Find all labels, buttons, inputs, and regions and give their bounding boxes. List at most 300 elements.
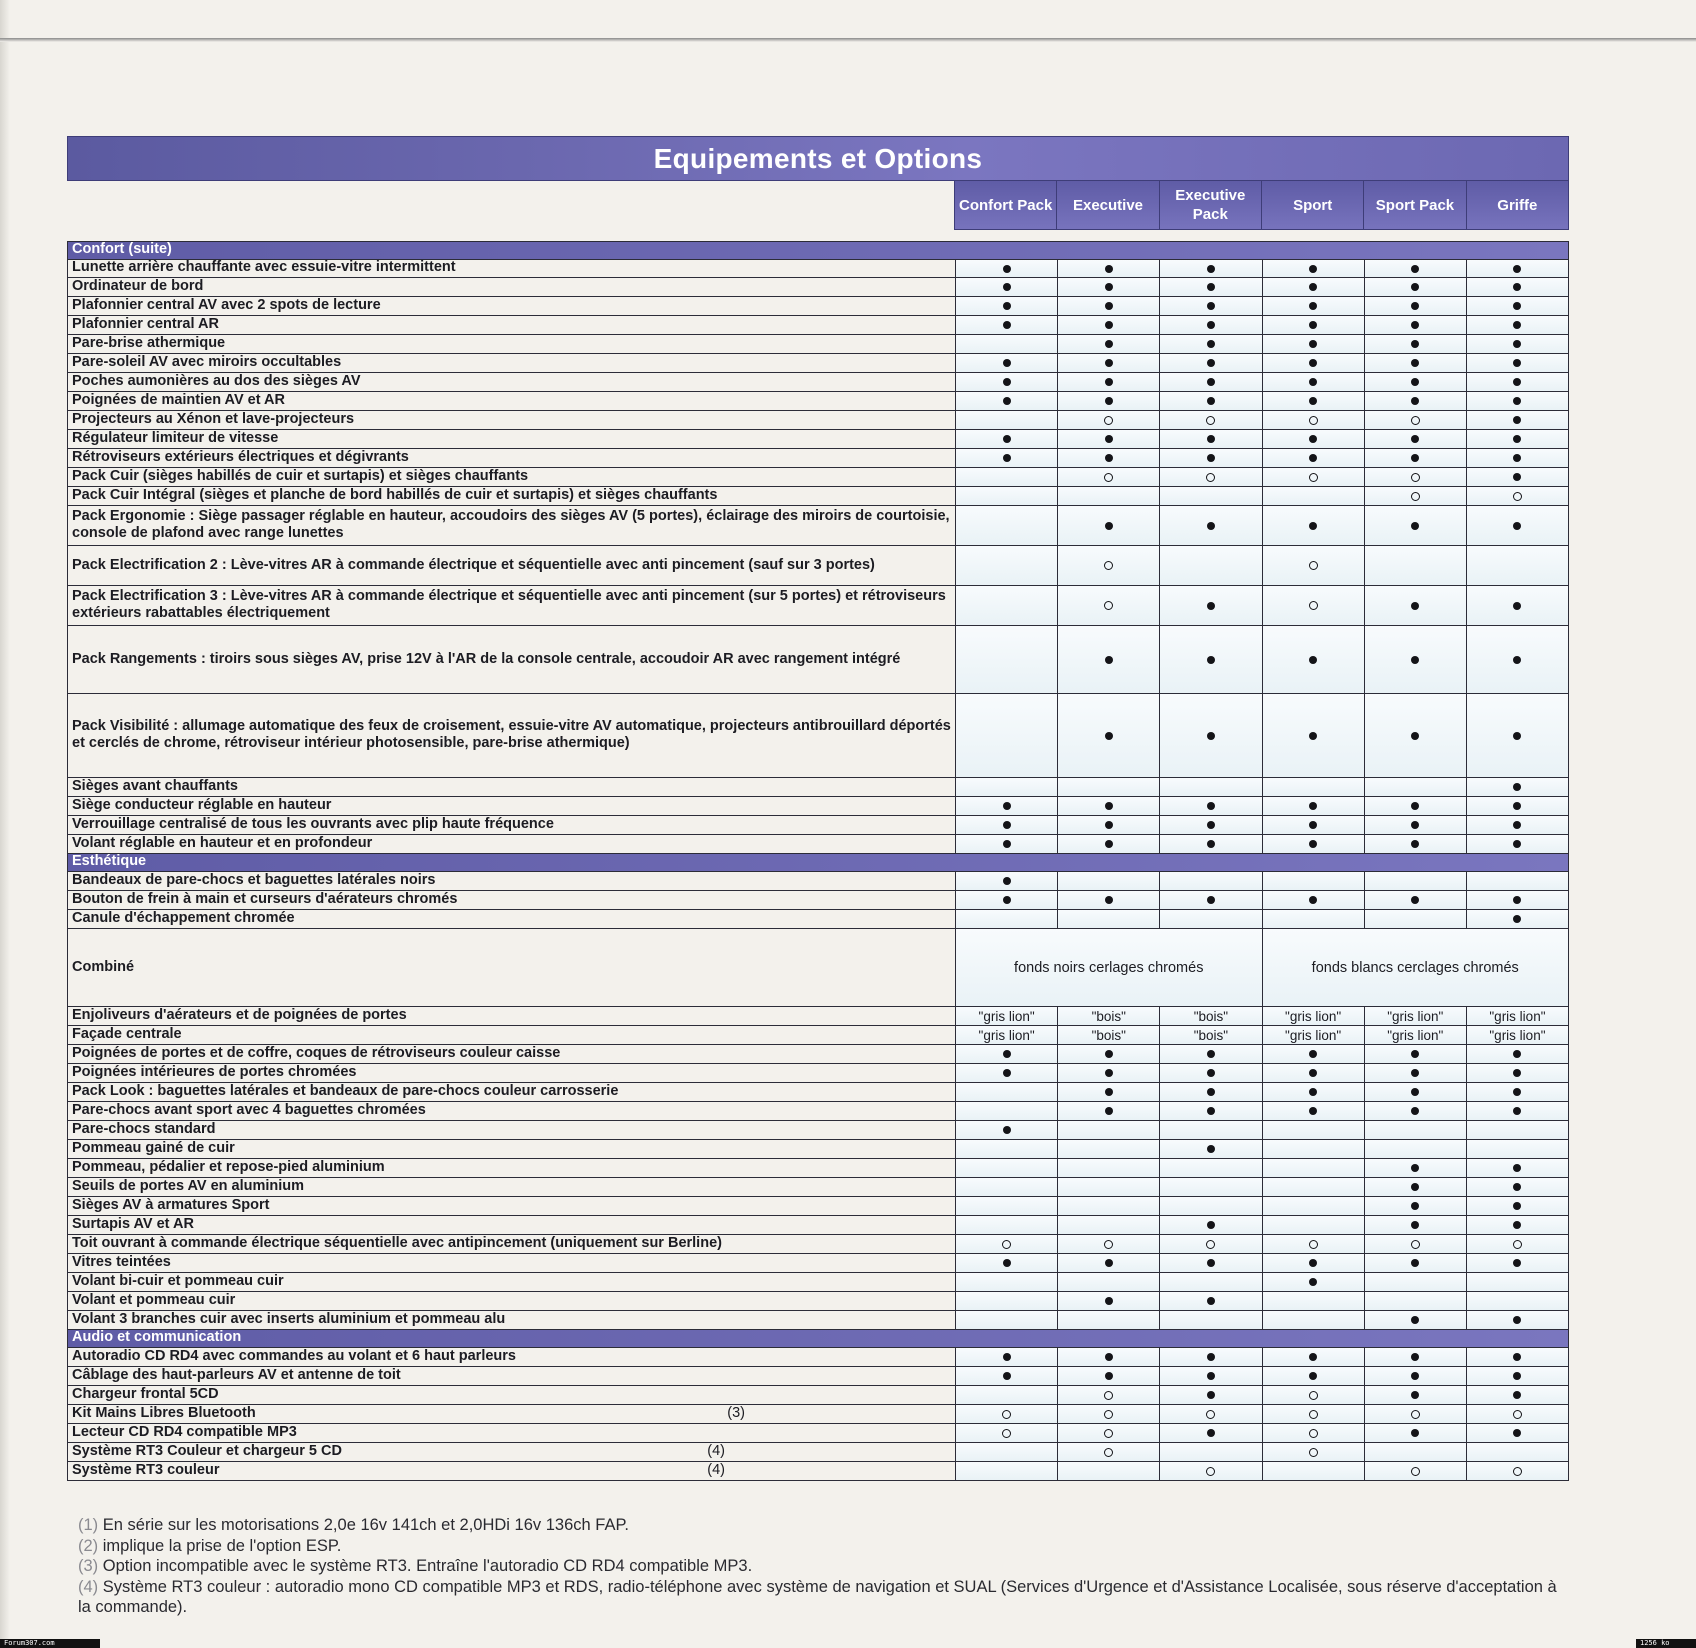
mark-cell [1262,1140,1364,1158]
column-header: Confort Pack [955,181,1057,229]
row-label [68,778,955,796]
table-row [68,928,1568,1006]
table-row [68,1347,1568,1366]
footnote-text: Option incompatible avec le système RT3. Entraîne l'autoradio CD RD4 compatible MP3. [98,1557,753,1575]
table-row [68,1253,1568,1272]
page-edge [0,0,10,1648]
mark-cell [1159,354,1261,372]
mark-cell [1159,1083,1261,1101]
table-row [68,486,1568,505]
mark-cell [1262,1102,1364,1120]
table-row [68,1158,1568,1177]
option-circle-icon [1104,416,1113,425]
row-label-text: Pack Electrification 2 : Lève-vitres AR à commande électrique et séquentielle avec anti pincement (sauf sur 3 portes) [72,556,875,573]
mark-cell [1364,430,1466,448]
standard-dot-icon [1309,656,1317,664]
mark-cell [1364,1064,1466,1082]
mark-cell [1364,835,1466,853]
standard-dot-icon [1207,840,1215,848]
standard-dot-icon [1207,1372,1215,1380]
standard-dot-icon [1309,283,1317,291]
option-circle-icon [1411,1240,1420,1249]
mark-cell [1466,586,1568,625]
mark-cell [1159,1216,1261,1234]
table-row [68,1196,1568,1215]
mark-cell [1466,1292,1568,1310]
mark-cell [1466,910,1568,928]
mark-cell [1057,546,1159,585]
text-cell: "bois" [1057,1026,1159,1044]
mark-cell [1466,1045,1568,1063]
standard-dot-icon [1513,1316,1521,1324]
mark-cell [955,1083,1057,1101]
mark-cell [955,1386,1057,1404]
table-row [68,1310,1568,1329]
mark-cell [1466,411,1568,429]
mark-cell [1057,1235,1159,1253]
standard-dot-icon [1513,397,1521,405]
standard-dot-icon [1207,283,1215,291]
mark-cell [1466,506,1568,545]
table-row [68,296,1568,315]
mark-cell [1159,1140,1261,1158]
mark-cell [1057,872,1159,890]
option-circle-icon [1104,601,1113,610]
mark-cell [1466,468,1568,486]
standard-dot-icon [1411,1183,1419,1191]
table-row [68,871,1568,890]
mark-cell [1159,1348,1261,1366]
option-circle-icon [1206,473,1215,482]
row-label-text: Canule d'échappement chromée [72,910,295,926]
mark-cell [1262,1367,1364,1385]
mark-cell [1159,1424,1261,1442]
row-label [68,354,955,372]
mark-cell [1159,626,1261,693]
option-circle-icon [1309,473,1318,482]
mark-cell [1159,835,1261,853]
mark-cell [1159,506,1261,545]
mark-cell [1466,354,1568,372]
row-label [68,1026,955,1044]
table-row [68,796,1568,815]
row-label [68,1424,955,1442]
mark-cell [1057,1424,1159,1442]
mark-cell [1466,1216,1568,1234]
standard-dot-icon [1207,397,1215,405]
mark-cell [1262,297,1364,315]
row-label [68,835,955,853]
option-circle-icon [1309,1410,1318,1419]
table-row [68,834,1568,853]
mark-cell [1057,1064,1159,1082]
mark-cell [1364,335,1466,353]
mark-cell [1466,392,1568,410]
standard-dot-icon [1411,1391,1419,1399]
column-header: Griffe [1467,181,1568,229]
mark-cell [1159,316,1261,334]
standard-dot-icon [1513,821,1521,829]
standard-dot-icon [1411,378,1419,386]
standard-dot-icon [1207,1259,1215,1267]
table-row [68,1234,1568,1253]
row-label-text: Lunette arrière chauffante avec essuie-vitre intermittent [72,259,456,275]
mark-cell [1262,1311,1364,1329]
standard-dot-icon [1207,1145,1215,1153]
mark-cell [1262,354,1364,372]
mark-cell [1466,694,1568,777]
mark-cell [1057,1140,1159,1158]
mark-cell [1057,506,1159,545]
standard-dot-icon [1309,265,1317,273]
option-circle-icon [1104,561,1113,570]
standard-dot-icon [1513,656,1521,664]
standard-dot-icon [1411,1221,1419,1229]
mark-cell [1364,1102,1466,1120]
mark-cell [1364,694,1466,777]
row-label-text: Verrouillage centralisé de tous les ouvrants avec plip haute fréquence [72,816,554,832]
mark-cell [1057,449,1159,467]
mark-cell [1262,1045,1364,1063]
mark-cell [1262,1235,1364,1253]
option-circle-icon [1411,416,1420,425]
standard-dot-icon [1513,473,1521,481]
standard-dot-icon [1105,340,1113,348]
mark-cell [1057,626,1159,693]
mark-cell [1057,797,1159,815]
option-circle-icon [1309,601,1318,610]
mark-cell [1466,449,1568,467]
row-label [68,872,955,890]
standard-dot-icon [1309,732,1317,740]
standard-dot-icon [1003,802,1011,810]
standard-dot-icon [1207,802,1215,810]
standard-dot-icon [1309,1088,1317,1096]
standard-dot-icon [1003,1353,1011,1361]
mark-cell [1057,316,1159,334]
standard-dot-icon [1513,340,1521,348]
row-label [68,1121,955,1139]
table-row [68,1385,1568,1404]
row-label-text: Régulateur limiteur de vitesse [72,430,279,446]
standard-dot-icon [1411,656,1419,664]
mark-cell [1466,1121,1568,1139]
mark-cell [1057,297,1159,315]
mark-cell [1262,694,1364,777]
standard-dot-icon [1309,1278,1317,1286]
standard-dot-icon [1513,1221,1521,1229]
standard-dot-icon [1513,378,1521,386]
row-label [68,910,955,928]
mark-cell [1466,260,1568,277]
standard-dot-icon [1411,1316,1419,1324]
row-label [68,316,955,334]
row-label-text: Façade centrale [72,1026,182,1042]
table-row [68,1423,1568,1442]
row-label-text: Seuils de portes AV en aluminium [72,1178,305,1194]
mark-cell [1466,1235,1568,1253]
mark-cell [1262,1424,1364,1442]
mark-cell [1159,1462,1261,1480]
standard-dot-icon [1513,416,1521,424]
table-row [68,353,1568,372]
mark-cell [1262,626,1364,693]
standard-dot-icon [1309,1050,1317,1058]
mark-cell [1057,835,1159,853]
standard-dot-icon [1309,840,1317,848]
row-label [68,1083,955,1101]
mark-cell [1466,1064,1568,1082]
mark-cell [1364,1292,1466,1310]
column-header: Executive Pack [1160,181,1262,229]
standard-dot-icon [1309,522,1317,530]
row-label-text: Pare-brise athermique [72,335,226,351]
table-row [68,1044,1568,1063]
section-row [68,1329,1568,1347]
mark-cell [955,1045,1057,1063]
mark-cell [1466,1254,1568,1272]
row-label [68,626,955,693]
standard-dot-icon [1105,1353,1113,1361]
section-row [68,853,1568,871]
mark-cell [1364,392,1466,410]
row-label-text: Pare-chocs standard [72,1121,216,1137]
mark-cell [1262,872,1364,890]
mark-cell [1364,1045,1466,1063]
standard-dot-icon [1105,321,1113,329]
mark-cell [955,1064,1057,1082]
row-label [68,411,955,429]
mark-cell [955,260,1057,277]
mark-cell [1466,278,1568,296]
row-label-text: Lecteur CD RD4 compatible MP3 [72,1424,297,1440]
mark-cell [1057,1121,1159,1139]
table-row [68,1272,1568,1291]
row-label-text: Vitres teintées [72,1254,171,1270]
standard-dot-icon [1513,783,1521,791]
standard-dot-icon [1003,840,1011,848]
mark-cell [955,1348,1057,1366]
row-label [68,546,955,585]
row-label-text: Bouton de frein à main et curseurs d'aérateurs chromés [72,891,458,907]
mark-cell [1466,797,1568,815]
standard-dot-icon [1411,397,1419,405]
mark-cell [1364,1216,1466,1234]
mark-cell [1262,1178,1364,1196]
mark-cell [1262,778,1364,796]
row-label-text: Volant 3 branches cuir avec inserts aluminium et pommeau alu [72,1311,506,1327]
mark-cell [1057,392,1159,410]
mark-cell [1364,260,1466,277]
table-row [68,693,1568,777]
mark-cell [1364,1197,1466,1215]
mark-cell [955,872,1057,890]
standard-dot-icon [1003,397,1011,405]
mark-cell [1159,797,1261,815]
standard-dot-icon [1105,1107,1113,1115]
standard-dot-icon [1411,840,1419,848]
mark-cell [1057,430,1159,448]
row-label [68,694,955,777]
mark-cell [955,430,1057,448]
footnote-number: (3) [78,1557,99,1575]
row-label-text: Poignées de portes et de coffre, coques de rétroviseurs couleur caisse [72,1045,561,1061]
mark-cell [1057,778,1159,796]
row-label [68,891,955,909]
mark-cell [1466,626,1568,693]
mark-cell [1466,430,1568,448]
mark-cell [1364,487,1466,505]
standard-dot-icon [1411,522,1419,530]
mark-cell [1159,872,1261,890]
option-circle-icon [1309,561,1318,570]
mark-cell [1364,910,1466,928]
mark-cell [955,1462,1057,1480]
mark-cell [1364,1159,1466,1177]
mark-cell [1159,816,1261,834]
table-row [68,315,1568,334]
footnote-line [78,1556,1558,1577]
mark-cell [1159,1235,1261,1253]
row-label-text: Poches aumonières au dos des sièges AV [72,373,361,389]
mark-cell [1466,1424,1568,1442]
standard-dot-icon [1411,1372,1419,1380]
standard-dot-icon [1105,454,1113,462]
mark-cell [1466,487,1568,505]
mark-cell [1466,835,1568,853]
row-label [68,260,955,277]
mark-cell [1364,411,1466,429]
mark-cell [1364,816,1466,834]
standard-dot-icon [1105,1259,1113,1267]
standard-dot-icon [1513,1372,1521,1380]
standard-dot-icon [1513,732,1521,740]
mark-cell [1364,297,1466,315]
row-label-text: Poignées intérieures de portes chromées [72,1064,357,1080]
mark-cell [955,1367,1057,1385]
row-label [68,1064,955,1082]
standard-dot-icon [1309,1353,1317,1361]
standard-dot-icon [1513,802,1521,810]
standard-dot-icon [1513,840,1521,848]
mark-cell [1262,1405,1364,1423]
mark-cell [1159,260,1261,277]
row-label-text: Autoradio CD RD4 avec commandes au volant et 6 haut parleurs [72,1348,516,1364]
standard-dot-icon [1309,321,1317,329]
mark-cell [1057,468,1159,486]
mark-cell [1466,1102,1568,1120]
standard-dot-icon [1513,1050,1521,1058]
standard-dot-icon [1309,896,1317,904]
standard-dot-icon [1207,602,1215,610]
row-label-text: Plafonnier central AV avec 2 spots de lecture [72,297,381,313]
mark-cell [955,1292,1057,1310]
mark-cell [955,468,1057,486]
text-cell: "gris lion" [1262,1007,1364,1025]
row-label [68,1045,955,1063]
mark-cell [1364,626,1466,693]
row-label [68,1273,955,1291]
standard-dot-icon [1105,840,1113,848]
row-label [68,1197,955,1215]
standard-dot-icon [1513,1164,1521,1172]
row-label [68,468,955,486]
text-cell: "gris lion" [1364,1007,1466,1025]
standard-dot-icon [1105,732,1113,740]
mark-cell [1262,316,1364,334]
table-row [68,410,1568,429]
standard-dot-icon [1207,340,1215,348]
standard-dot-icon [1105,1069,1113,1077]
standard-dot-icon [1105,896,1113,904]
mark-cell [955,487,1057,505]
mark-cell [1364,797,1466,815]
mark-cell [1466,1083,1568,1101]
option-circle-icon [1104,1240,1113,1249]
standard-dot-icon [1309,378,1317,386]
mark-cell [1057,1254,1159,1272]
mark-cell [1159,1178,1261,1196]
standard-dot-icon [1207,1353,1215,1361]
mark-cell [955,586,1057,625]
mark-cell [1466,1311,1568,1329]
standard-dot-icon [1207,265,1215,273]
mark-cell [1364,1273,1466,1291]
standard-dot-icon [1309,340,1317,348]
standard-dot-icon [1207,1297,1215,1305]
standard-dot-icon [1513,1107,1521,1115]
standard-dot-icon [1411,1069,1419,1077]
mark-cell [1057,1386,1159,1404]
mark-cell [955,373,1057,391]
mark-cell [1262,891,1364,909]
table-row [68,1025,1568,1044]
standard-dot-icon [1105,802,1113,810]
standard-dot-icon [1513,359,1521,367]
mark-cell [955,1254,1057,1272]
mark-cell [1262,1121,1364,1139]
standard-dot-icon [1003,896,1011,904]
standard-dot-icon [1003,359,1011,367]
title-bar [67,136,1569,181]
text-cell: "gris lion" [1364,1026,1466,1044]
standard-dot-icon [1105,821,1113,829]
mark-cell [1057,373,1159,391]
row-label [68,1462,955,1480]
mark-cell [1159,468,1261,486]
standard-dot-icon [1411,896,1419,904]
option-circle-icon [1002,1240,1011,1249]
standard-dot-icon [1309,1069,1317,1077]
column-header: Sport Pack [1364,181,1466,229]
row-label [68,1405,955,1423]
row-label-text: Pack Electrification 3 : Lève-vitres AR à commande électrique et séquentielle avec anti pincement (sur 5 portes) et rétroviseurs extérieurs rabattables électriquement [72,588,946,621]
standard-dot-icon [1207,656,1215,664]
footnote-ref: (4) [707,1462,725,1478]
mark-cell [1262,1216,1364,1234]
mark-cell [1262,411,1364,429]
standard-dot-icon [1207,359,1215,367]
standard-dot-icon [1513,283,1521,291]
table-row [68,909,1568,928]
standard-dot-icon [1105,1088,1113,1096]
mark-cell [955,1159,1057,1177]
option-circle-icon [1002,1410,1011,1419]
row-label-text: Volant réglable en hauteur et en profondeur [72,835,373,851]
row-label [68,797,955,815]
standard-dot-icon [1207,1391,1215,1399]
mark-cell [1159,1273,1261,1291]
